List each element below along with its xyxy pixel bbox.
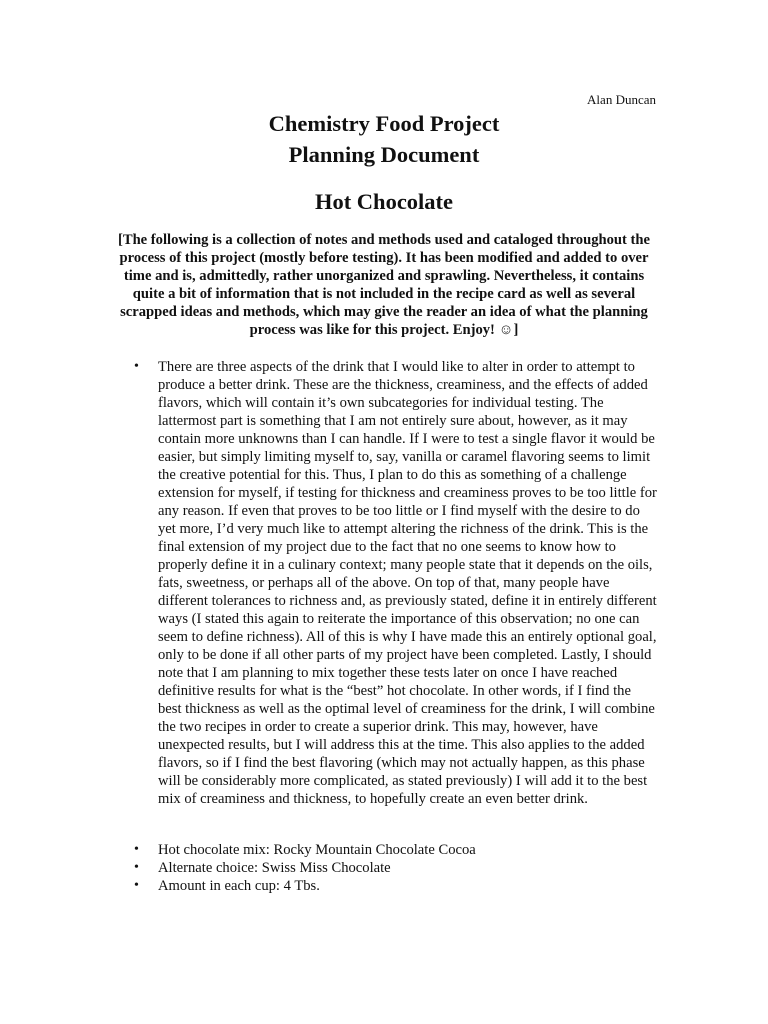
bullet-icon: • [134, 359, 139, 374]
list-item-text: Amount in each cup: 4 Tbs. [158, 878, 320, 894]
bullet-icon: • [134, 842, 139, 857]
author-name: Alan Duncan [587, 92, 656, 107]
list-item-text: Hot chocolate mix: Rocky Mountain Chocolate Cocoa [158, 842, 476, 858]
list-item-text: There are three aspects of the drink that I would like to alter in order to attempt to produce a better drink. These are the thickness, creaminess, and the effects of added flavors, which will contain it’s own subcategories for individual testing. The lattermost part is something that I am not entirely sure about, however, as it may contain more unknowns than I can handle. If I were to test a single flavor it would be easier, but simply limiting myself to, say, vanilla or caramel flavoring seems to limit the creative potential for this. Thus, I plan to do this as something of a challenge extension for myself, if testing for thickness and creaminess proves to be too little for any reason. If even that proves to be too little or I find myself with the desire to do yet more, I’d very much like to attempt altering the richness of the drink. This is the final extension of my project due to the fact that no one seems to know how to properly define it in a culinary context; many people state that it depends on the oils, fats, sweetness, or perhaps all of the above. On top of that, many people have different tolerances to richness and, as previously stated, define it in entirely different ways (I stated this again to reiterate the importance of this observation; no one can seem to define richness). All of this is why I have made this an entirely optional goal, only to be done if all other parts of my project have been completed. Lastly, I should note that I am planning to mix together these tests later on once I have reached definitive results for what is the “best” hot chocolate. In other words, if I find the best thickness as well as the optimal level of creaminess for the drink, I will combine the two recipes in order to create a superior drink. This may, however, have unexpected results, but I will address this at the time. This also applies to the added flavors, so if I find the best flavoring (which may not actually happen, as this phase will be considerably more complicated, as stated previously) I will add it to the best mix of creaminess and thickness, to hopefully create an even better drink. [158, 359, 657, 807]
intro-paragraph: [The following is a collection of notes and methods used and cataloged throughout the process of this project (mostly before testing). It has been modified and added to over time and is, admittedly, rather unorganized and sprawling. Nevertheless, it contains quite a bit of information that is not included in the recipe card as well as several scrapped ideas and methods, which may give the reader an idea of what the planning process was like for this project. Enjoy! ☺] [117, 232, 651, 338]
title-line-2: Planning Document [288, 142, 480, 167]
title-line-1: Chemistry Food Project [268, 111, 500, 136]
document-title [0, 108, 768, 170]
list-item-text: Alternate choice: Swiss Miss Chocolate [158, 860, 391, 876]
bullet-icon: • [134, 878, 139, 893]
ingredient-bullet-list [134, 841, 658, 895]
list-item [134, 859, 658, 877]
list-item [134, 841, 658, 859]
list-item [134, 358, 658, 808]
main-bullet-list [134, 358, 658, 808]
list-item [134, 877, 658, 895]
document-subtitle: Hot Chocolate [314, 189, 454, 214]
bullet-icon: • [134, 860, 139, 875]
